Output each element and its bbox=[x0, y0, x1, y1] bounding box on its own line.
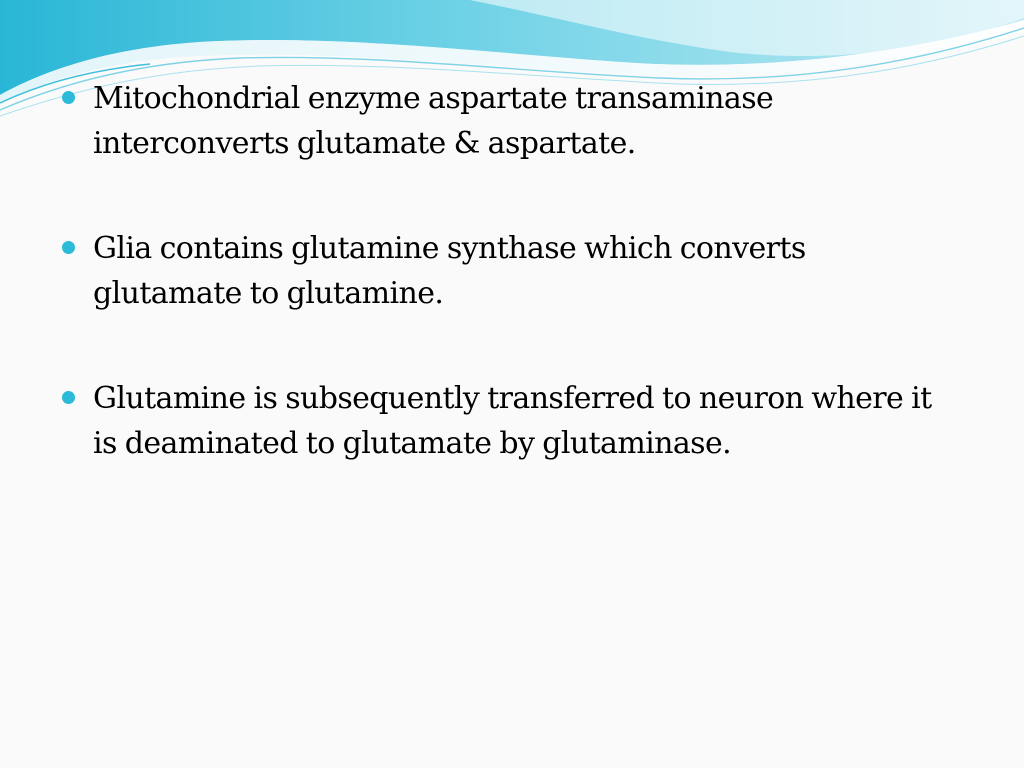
bullet-dot-icon bbox=[62, 241, 75, 254]
bullet-item bbox=[62, 76, 962, 166]
bullet-item bbox=[62, 226, 962, 316]
bullet-list bbox=[62, 76, 962, 526]
bullet-text: Glia contains glutamine synthase which converts glutamate to glutamine. bbox=[93, 231, 806, 311]
bullet-dot-icon bbox=[62, 391, 75, 404]
bullet-dot-icon bbox=[62, 91, 75, 104]
bullet-text: Glutamine is subsequently transferred to neuron where it is deaminated to glutamate by glutaminase. bbox=[93, 381, 932, 461]
bullet-text: Mitochondrial enzyme aspartate transaminase interconverts glutamate & aspartate. bbox=[93, 81, 774, 161]
bullet-item bbox=[62, 376, 962, 466]
